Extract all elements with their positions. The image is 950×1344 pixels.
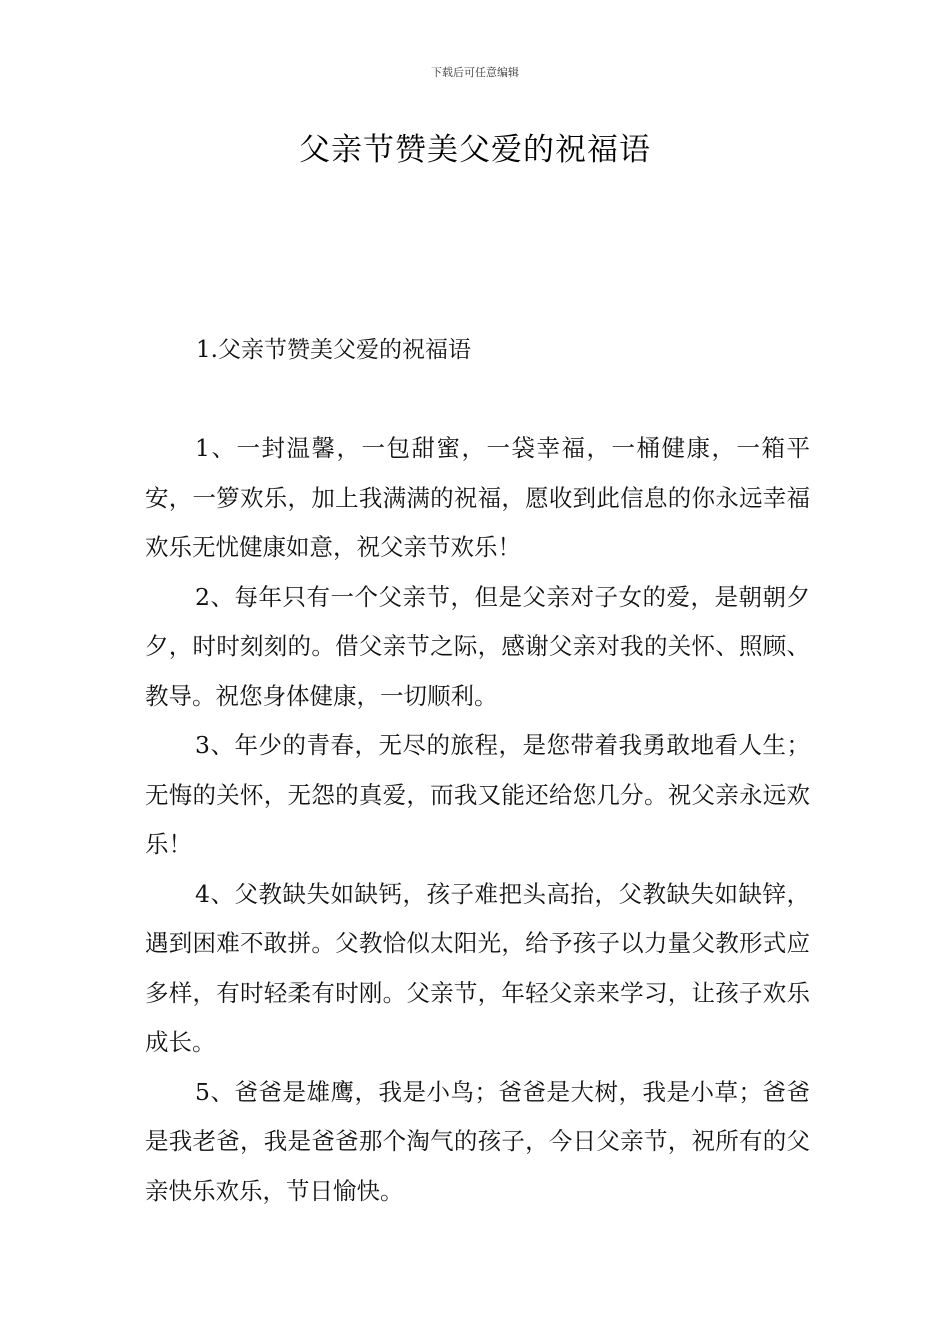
body-text bbox=[145, 424, 810, 1216]
section-heading: 1.父亲节赞美父爱的祝福语 bbox=[196, 337, 471, 363]
header-note: 下载后可任意编辑 bbox=[431, 66, 519, 79]
paragraph-2: 2、每年只有一个父亲节，但是父亲对子女的爱，是朝朝夕夕，时时刻刻的。借父亲节之际，感谢父亲对我的关怀、照顾、教导。祝您身体健康，一切顺利。 bbox=[145, 582, 810, 710]
paragraph-5: 5、爸爸是雄鹰，我是小鸟；爸爸是大树，我是小草；爸爸是我老爸，我是爸爸那个淘气的孩子，今日父亲节，祝所有的父亲快乐欢乐，节日愉快。 bbox=[145, 1077, 810, 1205]
paragraph-4: 4、父教缺失如缺钙，孩子难把头高抬，父教缺失如缺锌，遇到困难不敢拼。父教恰似太阳光，给予孩子以力量父教形式应多样，有时轻柔有时刚。父亲节，年轻父亲来学习，让孩子欢乐成长。 bbox=[145, 879, 810, 1056]
paragraph-1: 1、一封温馨，一包甜蜜，一袋幸福，一桶健康，一箱平安，一箩欢乐，加上我满满的祝福，愿收到此信息的你永远幸福欢乐无忧健康如意，祝父亲节欢乐！ bbox=[145, 434, 810, 561]
document-title: 父亲节赞美父爱的祝福语 bbox=[299, 132, 651, 168]
paragraph-3: 3、年少的青春，无尽的旅程，是您带着我勇敢地看人生；无悔的关怀，无怨的真爱，而我又能还给您几分。祝父亲永远欢乐！ bbox=[145, 731, 810, 858]
